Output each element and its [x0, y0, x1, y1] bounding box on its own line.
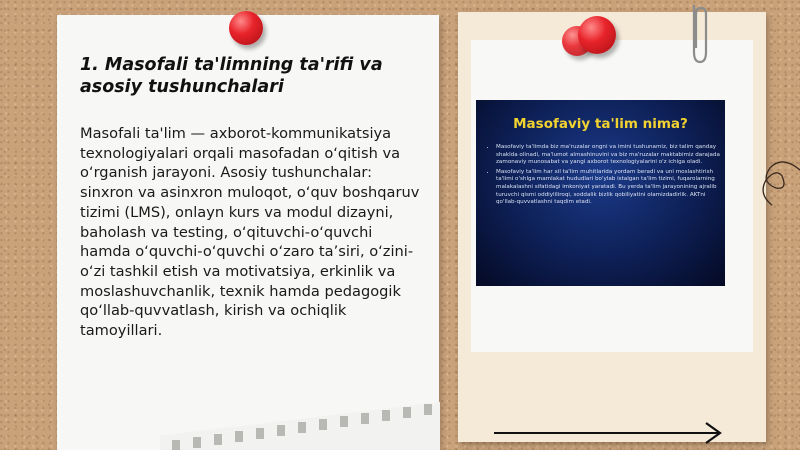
definition-paragraph: Masofali ta'lim — axborot-kommunikatsiya texnologiyalari orqali masofadan o‘qitish va o‘rganish jarayoni. Asosiy tushunchalar: sinxron va asinxron muloqot, o‘quv boshqaruv tizimi (LMS), onlayn kurs va modul dizayni, baholash va testing, o‘qituvchi-o‘quvchi hamda o‘quvchi-o‘quvchi o‘zaro ta’siri, o‘zini-o‘zi tashkil etish va motivatsiya, erkinlik va moslashuvchanlik, texnik hamda pedagogik qo‘llab-quvvatlash, kirish va ochiqlik tamoyillari. [80, 125, 420, 340]
slide-bullet: • Masofaviy ta'lim har xil ta'lim muhitlarida yordam beradi va uni moslashtirish ta'limi o'shlga mamlakat hududlari bo'ylab istalgan ta'lim tizimi, fuqarolarning malakalashni sifatidagi imkoniyat yaratadi. Bu yerda ta'lim jarayonining ajralib turuvchi qismi oddiyliliroqi, soddalik bizlik qobiliyatini olamizdadirlik. AKTni qo'llab-quvvatlashni taqdim etadi. [496, 169, 724, 207]
slide-title: Masofaviy ta'lim nima? [513, 116, 688, 132]
slide-bullet: • Masofaviy ta'limda biz ma'ruzalar ongni va imini tushunamiz, biz talim qanday shaklda olinadi, ma'lumot almashinuvini va biz ma'ruzalar maktabimiz darajada zamonaviy munosabat va yangi axborot texnologiyalarini o'z ichiga oladi. [496, 144, 724, 167]
section-heading: 1. Masofali ta'limning ta'rifi va asosiy tushunchalari [80, 55, 383, 97]
pushpin-icon [578, 16, 616, 54]
slide-image [476, 100, 725, 286]
paperclip-icon [684, 0, 714, 70]
arrow-right-icon [492, 420, 728, 446]
string-curl-decoration [752, 150, 800, 210]
slide-bullet-list [488, 144, 724, 209]
pushpin-icon [229, 11, 263, 45]
